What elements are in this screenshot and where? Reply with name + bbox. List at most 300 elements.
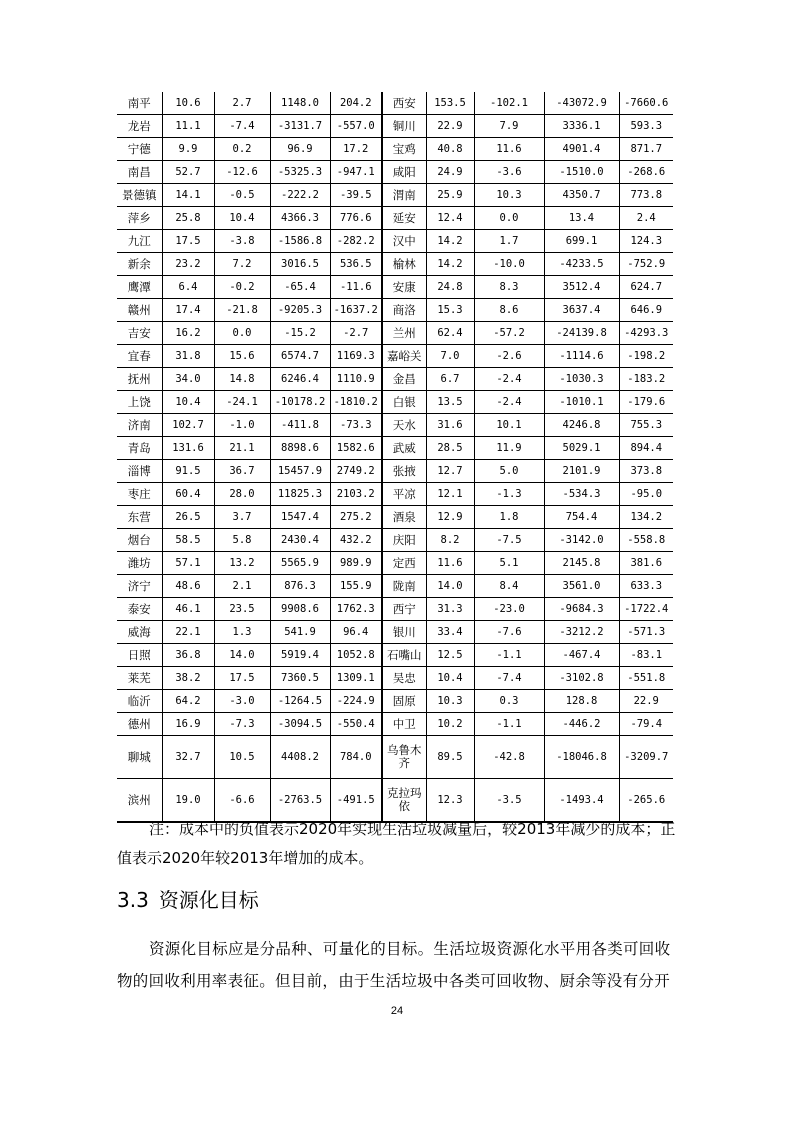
table-note: 注：成本中的负值表示2020年实现生活垃圾减量后，较2013年减少的成本；正值表示2020年较2013年增加的成本。 [117,820,676,867]
value-cell: -557.0 [330,115,382,138]
value-cell: 989.9 [330,552,382,575]
value-cell: -43072.9 [544,92,619,115]
value-cell: -5325.3 [270,161,330,184]
value-cell: 593.3 [619,115,673,138]
value-cell: -6.6 [214,779,270,823]
value-cell: 3016.5 [270,253,330,276]
table-row [117,345,673,368]
value-cell: -1010.1 [544,391,619,414]
value-cell: 432.2 [330,529,382,552]
value-cell: 17.4 [162,299,214,322]
value-cell: 4246.8 [544,414,619,437]
value-cell: 754.4 [544,506,619,529]
value-cell: -198.2 [619,345,673,368]
value-cell: 26.5 [162,506,214,529]
city-cell: 嘉峪关 [382,345,426,368]
value-cell: 1148.0 [270,92,330,115]
value-cell: -79.4 [619,713,673,736]
table-row [117,713,673,736]
value-cell: 633.3 [619,575,673,598]
value-cell: 124.3 [619,230,673,253]
value-cell: -83.1 [619,644,673,667]
value-cell: -411.8 [270,414,330,437]
value-cell: 7.0 [426,345,474,368]
value-cell: 28.0 [214,483,270,506]
value-cell: 8.4 [474,575,544,598]
value-cell: 871.7 [619,138,673,161]
value-cell: 3561.0 [544,575,619,598]
city-cell: 张掖 [382,460,426,483]
value-cell: 1547.4 [270,506,330,529]
city-cell: 鹰潭 [117,276,162,299]
table-row [117,207,673,230]
city-cell: 乌鲁木 齐 [382,736,426,779]
value-cell: -3.0 [214,690,270,713]
value-cell: 31.3 [426,598,474,621]
value-cell: 2749.2 [330,460,382,483]
value-cell: -2763.5 [270,779,330,823]
city-cell: 石嘴山 [382,644,426,667]
value-cell: 11.9 [474,437,544,460]
section-number: 3.3 [117,888,149,912]
table-row [117,322,673,345]
value-cell: 0.0 [474,207,544,230]
value-cell: 10.6 [162,92,214,115]
city-cell: 银川 [382,621,426,644]
table-row [117,690,673,713]
value-cell: 2.4 [619,207,673,230]
value-cell: 48.6 [162,575,214,598]
city-cell: 酒泉 [382,506,426,529]
value-cell: -3102.8 [544,667,619,690]
value-cell: 4408.2 [270,736,330,779]
value-cell: 12.4 [426,207,474,230]
value-cell: 16.2 [162,322,214,345]
value-cell: 1110.9 [330,368,382,391]
city-cell: 景德镇 [117,184,162,207]
value-cell: 14.0 [426,575,474,598]
value-cell: 10.4 [214,207,270,230]
value-cell: 15.3 [426,299,474,322]
value-cell: 22.9 [426,115,474,138]
city-cell: 汉中 [382,230,426,253]
value-cell: -39.5 [330,184,382,207]
value-cell: -534.3 [544,483,619,506]
value-cell: 2103.2 [330,483,382,506]
value-cell: -1586.8 [270,230,330,253]
value-cell: -1510.0 [544,161,619,184]
value-cell: -2.7 [330,322,382,345]
table-row [117,598,673,621]
value-cell: 52.7 [162,161,214,184]
value-cell: 22.1 [162,621,214,644]
value-cell: -7.4 [214,115,270,138]
city-cell: 新余 [117,253,162,276]
body-paragraph: 资源化目标应是分品种、可量化的目标。生活垃圾资源化水平用各类可回收物的回收利用率表征。但目前，由于生活垃圾中各类可回收物、厨余等没有分开 [117,940,671,990]
value-cell: 5.0 [474,460,544,483]
city-cell: 吉安 [117,322,162,345]
value-cell: 91.5 [162,460,214,483]
table-row [117,368,673,391]
value-cell: 102.7 [162,414,214,437]
value-cell: -0.2 [214,276,270,299]
value-cell: -9684.3 [544,598,619,621]
value-cell: -4293.3 [619,322,673,345]
city-cell: 济南 [117,414,162,437]
value-cell: 11.6 [426,552,474,575]
value-cell: 11825.3 [270,483,330,506]
city-cell: 上饶 [117,391,162,414]
value-cell: 12.5 [426,644,474,667]
value-cell: 3512.4 [544,276,619,299]
value-cell: 17.5 [162,230,214,253]
value-cell: 24.8 [426,276,474,299]
table-row [117,437,673,460]
value-cell: -2.4 [474,368,544,391]
value-cell: 12.9 [426,506,474,529]
value-cell: -3142.0 [544,529,619,552]
value-cell: 96.4 [330,621,382,644]
value-cell: 13.5 [426,391,474,414]
value-cell: -3212.2 [544,621,619,644]
city-cell: 南昌 [117,161,162,184]
value-cell: 19.0 [162,779,214,823]
value-cell: -268.6 [619,161,673,184]
city-cell: 龙岩 [117,115,162,138]
value-cell: 62.4 [426,322,474,345]
table-row [117,483,673,506]
value-cell: 131.6 [162,437,214,460]
value-cell: 0.0 [214,322,270,345]
value-cell: -3.5 [474,779,544,823]
table-row [117,667,673,690]
value-cell: -7.4 [474,667,544,690]
value-cell: 34.0 [162,368,214,391]
value-cell: 16.9 [162,713,214,736]
city-cell: 西宁 [382,598,426,621]
value-cell: 12.7 [426,460,474,483]
value-cell: 2.1 [214,575,270,598]
value-cell: 13.2 [214,552,270,575]
page-number: 24 [390,1005,404,1017]
value-cell: -7.6 [474,621,544,644]
value-cell: 6.7 [426,368,474,391]
value-cell: 14.2 [426,253,474,276]
city-cell: 定西 [382,552,426,575]
city-cell: 平凉 [382,483,426,506]
value-cell: -1.1 [474,713,544,736]
table-row [117,92,673,115]
table-row [117,621,673,644]
city-cell: 莱芜 [117,667,162,690]
value-cell: 10.2 [426,713,474,736]
city-cell: 日照 [117,644,162,667]
value-cell: 38.2 [162,667,214,690]
value-cell: -9205.3 [270,299,330,322]
city-cell: 聊城 [117,736,162,779]
table-row [117,230,673,253]
value-cell: 1582.6 [330,437,382,460]
city-cell: 吴忠 [382,667,426,690]
city-cell: 庆阳 [382,529,426,552]
value-cell: 60.4 [162,483,214,506]
value-cell: -265.6 [619,779,673,823]
value-cell: -1810.2 [330,391,382,414]
value-cell: 128.8 [544,690,619,713]
table-row [117,184,673,207]
value-cell: 6.4 [162,276,214,299]
value-cell: -1493.4 [544,779,619,823]
value-cell: 13.4 [544,207,619,230]
value-cell: -179.6 [619,391,673,414]
value-cell: -3131.7 [270,115,330,138]
value-cell: -551.8 [619,667,673,690]
city-cell: 赣州 [117,299,162,322]
value-cell: 36.7 [214,460,270,483]
city-cell: 咸阳 [382,161,426,184]
value-cell: 32.7 [162,736,214,779]
table-row [117,506,673,529]
value-cell: 1762.3 [330,598,382,621]
city-cell: 渭南 [382,184,426,207]
value-cell: -224.9 [330,690,382,713]
value-cell: 0.2 [214,138,270,161]
value-cell: -467.4 [544,644,619,667]
value-cell: 10.5 [214,736,270,779]
value-cell: 25.8 [162,207,214,230]
value-cell: -2.6 [474,345,544,368]
value-cell: -42.8 [474,736,544,779]
value-cell: 2430.4 [270,529,330,552]
section-heading [117,884,259,913]
value-cell: 89.5 [426,736,474,779]
value-cell: -3.8 [214,230,270,253]
value-cell: 204.2 [330,92,382,115]
city-cell: 潍坊 [117,552,162,575]
value-cell: -947.1 [330,161,382,184]
city-cell: 青岛 [117,437,162,460]
city-cell: 白银 [382,391,426,414]
value-cell: -1.3 [474,483,544,506]
city-cell: 宜春 [117,345,162,368]
value-cell: -7660.6 [619,92,673,115]
value-cell: 64.2 [162,690,214,713]
city-cell: 固原 [382,690,426,713]
value-cell: -0.5 [214,184,270,207]
value-cell: -11.6 [330,276,382,299]
city-cell: 武威 [382,437,426,460]
value-cell: 22.9 [619,690,673,713]
value-cell: 10.4 [426,667,474,690]
city-cell: 铜川 [382,115,426,138]
value-cell: 624.7 [619,276,673,299]
value-cell: -24.1 [214,391,270,414]
city-cell: 陇南 [382,575,426,598]
value-cell: 11.1 [162,115,214,138]
value-cell: 21.1 [214,437,270,460]
city-cell: 延安 [382,207,426,230]
value-cell: 1.3 [214,621,270,644]
value-cell: -550.4 [330,713,382,736]
value-cell: -1722.4 [619,598,673,621]
value-cell: 2145.8 [544,552,619,575]
value-cell: 10.1 [474,414,544,437]
value-cell: 6246.4 [270,368,330,391]
section-title: 资源化目标 [158,888,259,912]
city-cell: 烟台 [117,529,162,552]
value-cell: 12.3 [426,779,474,823]
value-cell: 7360.5 [270,667,330,690]
city-cell: 济宁 [117,575,162,598]
value-cell: 57.1 [162,552,214,575]
value-cell: 2101.9 [544,460,619,483]
value-cell: 134.2 [619,506,673,529]
city-cell: 威海 [117,621,162,644]
value-cell: 4366.3 [270,207,330,230]
value-cell: 784.0 [330,736,382,779]
city-cell: 克拉玛 依 [382,779,426,823]
value-cell: 17.5 [214,667,270,690]
table-row [117,253,673,276]
value-cell: 3.7 [214,506,270,529]
city-cell: 金昌 [382,368,426,391]
value-cell: 373.8 [619,460,673,483]
value-cell: -15.2 [270,322,330,345]
value-cell: -24139.8 [544,322,619,345]
city-cell: 萍乡 [117,207,162,230]
value-cell: -1114.6 [544,345,619,368]
value-cell: 646.9 [619,299,673,322]
table-row [117,575,673,598]
value-cell: 773.8 [619,184,673,207]
city-cell: 德州 [117,713,162,736]
value-cell: 536.5 [330,253,382,276]
city-cell: 安康 [382,276,426,299]
city-cell: 宁德 [117,138,162,161]
value-cell: 541.9 [270,621,330,644]
value-cell: 876.3 [270,575,330,598]
value-cell: 14.8 [214,368,270,391]
table-body [117,92,673,822]
value-cell: -65.4 [270,276,330,299]
value-cell: -2.4 [474,391,544,414]
value-cell: -10.0 [474,253,544,276]
value-cell: 23.2 [162,253,214,276]
cost-table [117,92,673,823]
value-cell: 5.8 [214,529,270,552]
value-cell: -1264.5 [270,690,330,713]
value-cell: 4901.4 [544,138,619,161]
value-cell: -183.2 [619,368,673,391]
value-cell: -3209.7 [619,736,673,779]
value-cell: -95.0 [619,483,673,506]
table-row [117,391,673,414]
value-cell: 11.6 [474,138,544,161]
value-cell: -57.2 [474,322,544,345]
value-cell: -21.8 [214,299,270,322]
value-cell: 36.8 [162,644,214,667]
value-cell: -491.5 [330,779,382,823]
value-cell: -3.6 [474,161,544,184]
value-cell: 8.6 [474,299,544,322]
value-cell: 0.3 [474,690,544,713]
table-row [117,138,673,161]
table-row [117,644,673,667]
table-row [117,115,673,138]
city-cell: 九江 [117,230,162,253]
value-cell: 10.3 [426,690,474,713]
value-cell: 14.2 [426,230,474,253]
value-cell: 14.1 [162,184,214,207]
value-cell: 7.2 [214,253,270,276]
value-cell: 155.9 [330,575,382,598]
value-cell: 776.6 [330,207,382,230]
value-cell: 153.5 [426,92,474,115]
value-cell: -7.5 [474,529,544,552]
value-cell: -4233.5 [544,253,619,276]
value-cell: 10.4 [162,391,214,414]
value-cell: 275.2 [330,506,382,529]
value-cell: 28.5 [426,437,474,460]
value-cell: 1169.3 [330,345,382,368]
value-cell: 12.1 [426,483,474,506]
city-cell: 榆林 [382,253,426,276]
value-cell: 9.9 [162,138,214,161]
city-cell: 天水 [382,414,426,437]
city-cell: 枣庄 [117,483,162,506]
value-cell: 1309.1 [330,667,382,690]
value-cell: -752.9 [619,253,673,276]
table-row [117,161,673,184]
city-cell: 滨州 [117,779,162,823]
value-cell: 23.5 [214,598,270,621]
value-cell: -3094.5 [270,713,330,736]
value-cell: -23.0 [474,598,544,621]
value-cell: 5.1 [474,552,544,575]
value-cell: -1.0 [214,414,270,437]
value-cell: 3336.1 [544,115,619,138]
value-cell: 2.7 [214,92,270,115]
value-cell: -282.2 [330,230,382,253]
value-cell: 7.9 [474,115,544,138]
value-cell: -222.2 [270,184,330,207]
value-cell: 6574.7 [270,345,330,368]
value-cell: 8898.6 [270,437,330,460]
value-cell: -18046.8 [544,736,619,779]
value-cell: 5565.9 [270,552,330,575]
value-cell: 24.9 [426,161,474,184]
value-cell: -12.6 [214,161,270,184]
value-cell: 10.3 [474,184,544,207]
value-cell: 46.1 [162,598,214,621]
city-cell: 泰安 [117,598,162,621]
value-cell: 33.4 [426,621,474,644]
value-cell: 1.8 [474,506,544,529]
value-cell: 40.8 [426,138,474,161]
value-cell: -10178.2 [270,391,330,414]
value-cell: -571.3 [619,621,673,644]
city-cell: 西安 [382,92,426,115]
value-cell: 17.2 [330,138,382,161]
value-cell: 14.0 [214,644,270,667]
value-cell: 755.3 [619,414,673,437]
table-row [117,736,673,779]
city-cell: 抚州 [117,368,162,391]
value-cell: 96.9 [270,138,330,161]
value-cell: 4350.7 [544,184,619,207]
value-cell: 894.4 [619,437,673,460]
city-cell: 临沂 [117,690,162,713]
